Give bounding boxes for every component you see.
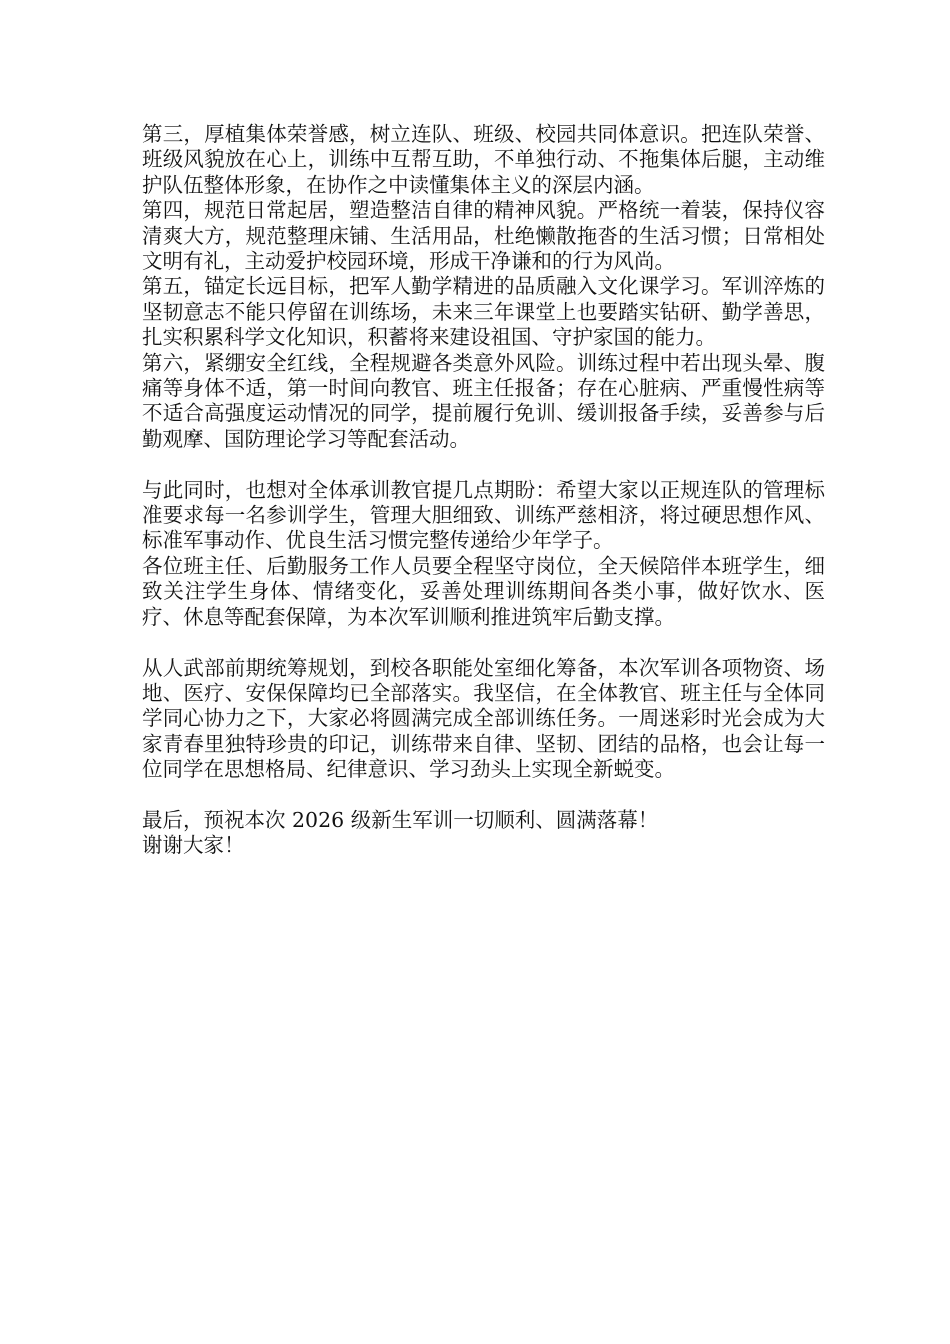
paragraph-spacer <box>142 630 825 655</box>
paragraph-staff-duties: 各位班主任、后勤服务工作人员要全程坚守岗位，全天候陪伴本班学生，细致关注学生身体、情绪变化，妥善处理训练期间各类小事，做好饮水、医疗、休息等配套保障，为本次军训顺利推进筑牢后勤支撑。 <box>142 553 825 629</box>
paragraph-spacer <box>142 783 825 808</box>
document-body <box>142 122 825 859</box>
paragraph-spacer <box>142 452 825 477</box>
paragraph-closing-wish: 最后，预祝本次 2026 级新生军训一切顺利、圆满落幕！ <box>142 807 659 832</box>
paragraph-fifth-point: 第五，锚定长远目标，把军人勤学精进的品质融入文化课学习。军训淬炼的坚韧意志不能只停留在训练场，未来三年课堂上也要踏实钻研、勤学善思，扎实积累科学文化知识，积蓄将来建设祖国、守护家国的能力。 <box>142 274 825 350</box>
paragraph-sixth-point: 第六，紧绷安全红线，全程规避各类意外风险。训练过程中若出现头晕、腹痛等身体不适，第一时间向教官、班主任报备；存在心脏病、严重慢性病等不适合高强度运动情况的同学，提前履行免训、缓训报备手续，妥善参与后勤观摩、国防理论学习等配套活动。 <box>142 350 825 451</box>
paragraph-thanks: 谢谢大家！ <box>142 833 245 858</box>
paragraph-instructors-expectations: 与此同时，也想对全体承训教官提几点期盼：希望大家以正规连队的管理标准要求每一名参训学生，管理大胆细致、训练严慈相济，将过硬思想作风、标准军事动作、优良生活习惯完整传递给少年学子。 <box>142 477 825 553</box>
paragraph-third-point: 第三，厚植集体荣誉感，树立连队、班级、校园共同体意识。把连队荣誉、班级风貌放在心上，训练中互帮互助，不单独行动、不拖集体后腿，主动维护队伍整体形象，在协作之中读懂集体主义的深层内涵。 <box>142 122 825 197</box>
paragraph-fourth-point: 第四，规范日常起居，塑造整洁自律的精神风貌。严格统一着装，保持仪容清爽大方，规范整理床铺、生活用品，杜绝懒散拖沓的生活习惯；日常相处文明有礼，主动爱护校园环境，形成干净谦和的行为风尚。 <box>142 198 825 274</box>
paragraph-preparation-summary: 从人武部前期统筹规划，到校各职能处室细化筹备，本次军训各项物资、场地、医疗、安保保障均已全部落实。我坚信，在全体教官、班主任与全体同学同心协力之下，大家必将圆满完成全部训练任务。一周迷彩时光会成为大家青春里独特珍贵的印记，训练带来自律、坚韧、团结的品格，也会让每一位同学在思想格局、纪律意识、学习劲头上实现全新蜕变。 <box>142 655 825 782</box>
